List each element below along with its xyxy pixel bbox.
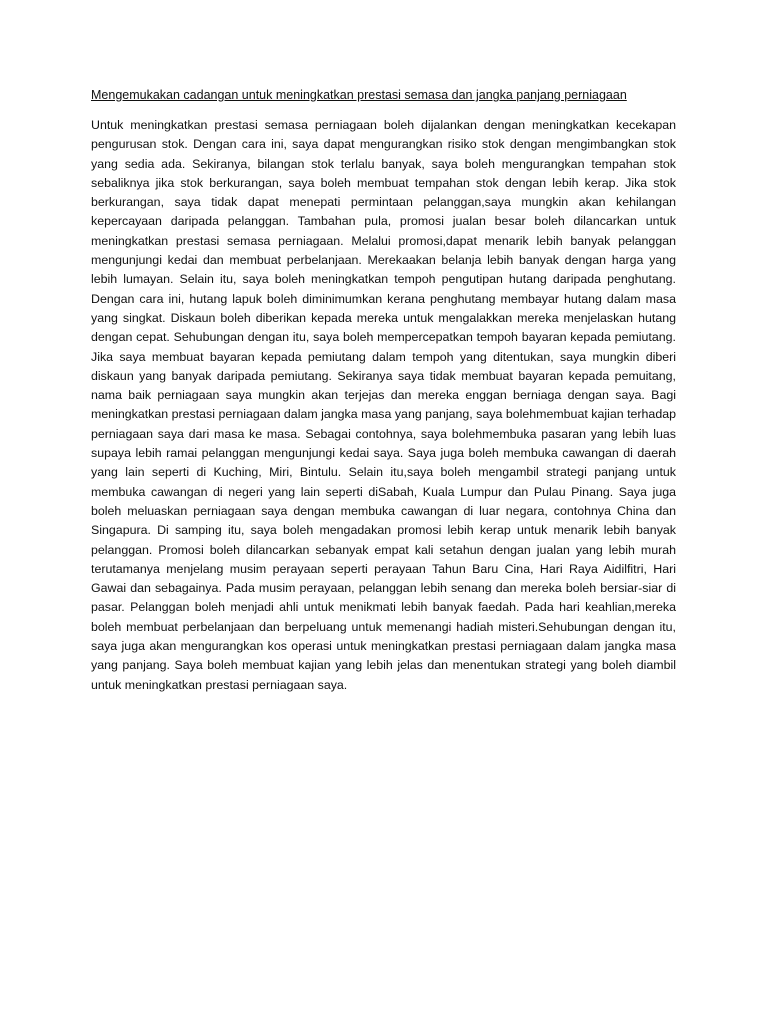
document-body-paragraph: Untuk meningkatkan prestasi semasa perniagaan boleh dijalankan dengan meningkatkan kecekapan pengurusan stok. Dengan cara ini, saya dapat mengurangkan risiko stok dengan mengimbangkan stok yang sedia ada. Sekiranya, bilangan stok terlalu banyak, saya boleh mengurangkan tempahan stok sebaliknya jika stok berkurangan, saya boleh membuat tempahan stok dengan lebih kerap. Jika stok berkurangan, saya tidak dapat menepati permintaan pelanggan,saya mungkin akan kehilangan kepercayaan daripada pelanggan. Tambahan pula, promosi jualan besar boleh dilancarkan untuk meningkatkan prestasi semasa perniagaan. Melalui promosi,dapat menarik lebih banyak pelanggan mengunjungi kedai dan membuat perbelanjaan. Merekaakan belanja lebih banyak dengan harga yang lebih lumayan. Selain itu, saya boleh meningkatkan tempoh pengutipan hutang daripada penghutang. Dengan cara ini, hutang lapuk boleh diminimumkan kerana penghutang membayar hutang dalam masa yang singkat. Diskaun boleh diberikan kepada mereka untuk mengalakkan mereka menjelaskan hutang dengan cepat. Sehubungan dengan itu, saya boleh mempercepatkan tempoh bayaran kepada pemiutang. Jika saya membuat bayaran kepada pemiutang dalam tempoh yang ditentukan, saya mungkin diberi diskaun yang banyak daripada pemiutang. Sekiranya saya tidak membuat bayaran kepada pemuitang, nama baik perniagaan saya mungkin akan terjejas dan mereka enggan berniaga dengan saya. Bagi meningkatkan prestasi perniagaan dalam jangka masa yang panjang, saya bolehmembuat kajian terhadap perniagaan saya dari masa ke masa. Sebagai contohnya, saya bolehmembuka pasaran yang lebih luas supaya lebih ramai pelanggan mengunjungi kedai saya. Saya juga boleh membuka cawangan di daerah yang lain seperti di Kuching, Miri, Bintulu. Selain itu,saya boleh mengambil strategi panjang untuk membuka cawangan di negeri yang lain seperti diSabah, Kuala Lumpur dan Pulau Pinang. Saya juga boleh meluaskan perniagaan saya dengan membuka cawangan di luar negara, contohnya China dan Singapura. Di samping itu, saya boleh mengadakan promosi lebih kerap untuk menarik lebih banyak pelanggan. Promosi boleh dilancarkan sebanyak empat kali setahun dengan jualan yang lebih murah terutamanya menjelang musim perayaan seperti perayaan Tahun Baru Cina, Hari Raya Aidilfitri, Hari Gawai dan sebagainya. Pada musim perayaan, pelanggan lebih senang dan mereka boleh bersiar-siar di pasar. Pelanggan boleh menjadi ahli untuk menikmati lebih banyak faedah. Pada hari keahlian,mereka boleh membuat perbelanjaan dan berpeluang untuk memenangi hadiah misteri.Sehubungan dengan itu, saya juga akan mengurangkan kos operasi untuk meningkatkan prestasi perniagaan dalam jangka masa yang panjang. Saya boleh membuat kajian yang lebih jelas dan menentukan strategi yang boleh diambil untuk meningkatkan prestasi perniagaan saya. [91,118,676,692]
document-title: Mengemukakan cadangan untuk meningkatkan prestasi semasa dan jangka panjang perniagaan [91,88,627,102]
